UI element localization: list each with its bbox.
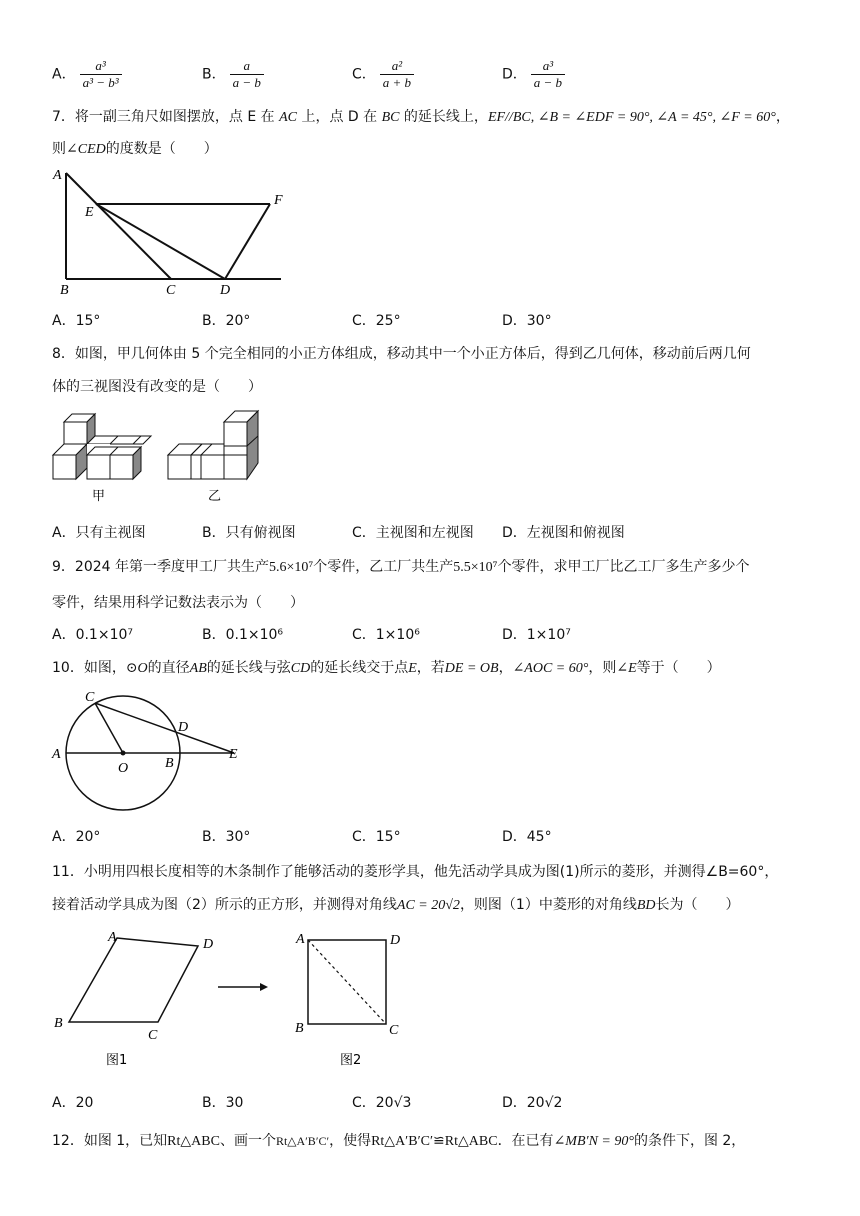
q7-label-f: F xyxy=(274,193,283,208)
q10-label-a: A xyxy=(52,747,61,762)
q11-fig1-label-d: D xyxy=(203,937,214,952)
q11-fig1-label-a: A xyxy=(108,930,117,945)
q10-option-c: C．15° xyxy=(352,829,401,845)
q8-figure-yi xyxy=(168,411,258,479)
q11-fig2-caption: 图2 xyxy=(340,1053,362,1068)
q7-stem-line2: 则∠CED的度数是（ ） xyxy=(52,141,218,157)
q10-option-a: A．20° xyxy=(52,829,101,845)
q11-fig2-label-b: B xyxy=(295,1021,304,1036)
q12-stem: 12．如图 1，已知Rt△ABC、画一个Rt△A′B′C′，使得Rt△A′B′C′≌Rt△ABC．在已有∠MB′N = 90°的条件下，图 2， xyxy=(52,1133,746,1149)
q7-option-b: B．20° xyxy=(202,313,251,329)
q11-fig2-label-a: A xyxy=(296,932,305,947)
q7-option-c: C．25° xyxy=(352,313,401,329)
q9-stem-line1: 9．2024 年第一季度甲工厂共生产5.6×10⁷个零件，乙工厂共生产5.5×10⁷个零件，求甲工厂比乙工厂多生产多少个 xyxy=(52,559,750,575)
q10-label-c: C xyxy=(85,690,95,705)
q11-stem-line1: 11．小明用四根长度相等的木条制作了能够活动的菱形学具，他先活动学具成为图(1)所示的菱形，并测得∠B=60°， xyxy=(52,864,779,880)
q7-option-a: A．15° xyxy=(52,313,101,329)
q10-option-b: B．30° xyxy=(202,829,251,845)
q7-triangle-figure xyxy=(50,166,290,298)
q11-rhombus xyxy=(69,938,198,1022)
q8-option-b: B．只有俯视图 xyxy=(202,525,296,541)
q6-option-b: B． $\frac{a}{a - b}$ xyxy=(202,58,264,91)
q6-option-d: D． $\frac{\text{a³}}{a - b}$ xyxy=(502,58,565,91)
q7-label-c: C xyxy=(166,283,176,298)
q11-fig1-label-b: B xyxy=(54,1016,63,1031)
q8-figure-jia xyxy=(53,414,151,479)
q11-option-b: B．30 xyxy=(202,1095,244,1111)
q11-option-c: C．20√3 xyxy=(352,1095,412,1111)
q10-label-b: B xyxy=(165,756,174,771)
q10-stem: 10．如图，⊙O的直径AB的延长线与弦CD的延长线交于点E，若DE = OB，∠AOC = 60°，则∠E等于（ ） xyxy=(52,660,721,676)
q7-label-b: B xyxy=(60,283,69,298)
q11-fig2-label-d: D xyxy=(390,933,401,948)
q11-fig1-label-c: C xyxy=(148,1028,158,1043)
q11-fig2-label-c: C xyxy=(389,1023,399,1038)
q7-label-e: E xyxy=(85,205,94,220)
q8-stem-line1: 8．如图，甲几何体由 5 个完全相同的小正方体组成，移动其中一个小正方体后，得到乙几何体，移动前后两几何 xyxy=(52,346,751,362)
q7-label-a: A xyxy=(53,168,62,183)
q11-stem-line2: 接着活动学具成为图（2）所示的正方形，并测得对角线AC = 20√2，则图（1）中菱形的对角线BD长为（ ） xyxy=(52,897,740,913)
q7-label-d: D xyxy=(220,283,231,298)
q10-label-d: D xyxy=(178,720,189,735)
q8-label-jia: 甲 xyxy=(92,489,106,504)
q11-option-a: A．20 xyxy=(52,1095,94,1111)
q7-option-d: D．30° xyxy=(502,313,552,329)
q8-stem-line2: 体的三视图没有改变的是（ ） xyxy=(52,379,262,395)
q9-option-d: D．1×10⁷ xyxy=(502,627,571,643)
q9-option-a: A．0.1×10⁷ xyxy=(52,627,133,643)
q9-option-c: C．1×10⁶ xyxy=(352,627,420,643)
q9-option-b: B．0.1×10⁶ xyxy=(202,627,284,643)
q6-option-a: A． $\frac{\text{a³}}{\text{a³ − b³}}$ xyxy=(52,58,122,91)
q10-option-d: D．45° xyxy=(502,829,552,845)
q8-cubes-figure xyxy=(50,408,270,508)
arrow-icon xyxy=(260,983,268,991)
q8-option-c: C．主视图和左视图 xyxy=(352,525,474,541)
q7-stem-line1: 7．将一副三角尺如图摆放，点 E 在 AC 上，点 D 在 BC 的延长线上，EF//BC, ∠B = ∠EDF = 90°, ∠A = 45°, ∠F = 60°， xyxy=(52,109,790,125)
q10-label-e: E xyxy=(229,747,238,762)
q8-label-yi: 乙 xyxy=(208,489,222,504)
q11-option-d: D．20√2 xyxy=(502,1095,563,1111)
q11-figures xyxy=(48,926,418,1072)
q11-diagonal xyxy=(308,940,386,1024)
q10-label-o: O xyxy=(118,761,129,776)
q10-circle-figure xyxy=(48,684,248,814)
q6-option-c: C． $\frac{\text{a²}}{a + b}$ xyxy=(352,58,414,91)
q8-option-a: A．只有主视图 xyxy=(52,525,146,541)
q8-option-d: D．左视图和俯视图 xyxy=(502,525,625,541)
q11-fig1-caption: 图1 xyxy=(106,1053,128,1068)
q9-stem-line2: 零件，结果用科学记数法表示为（ ） xyxy=(52,595,304,611)
